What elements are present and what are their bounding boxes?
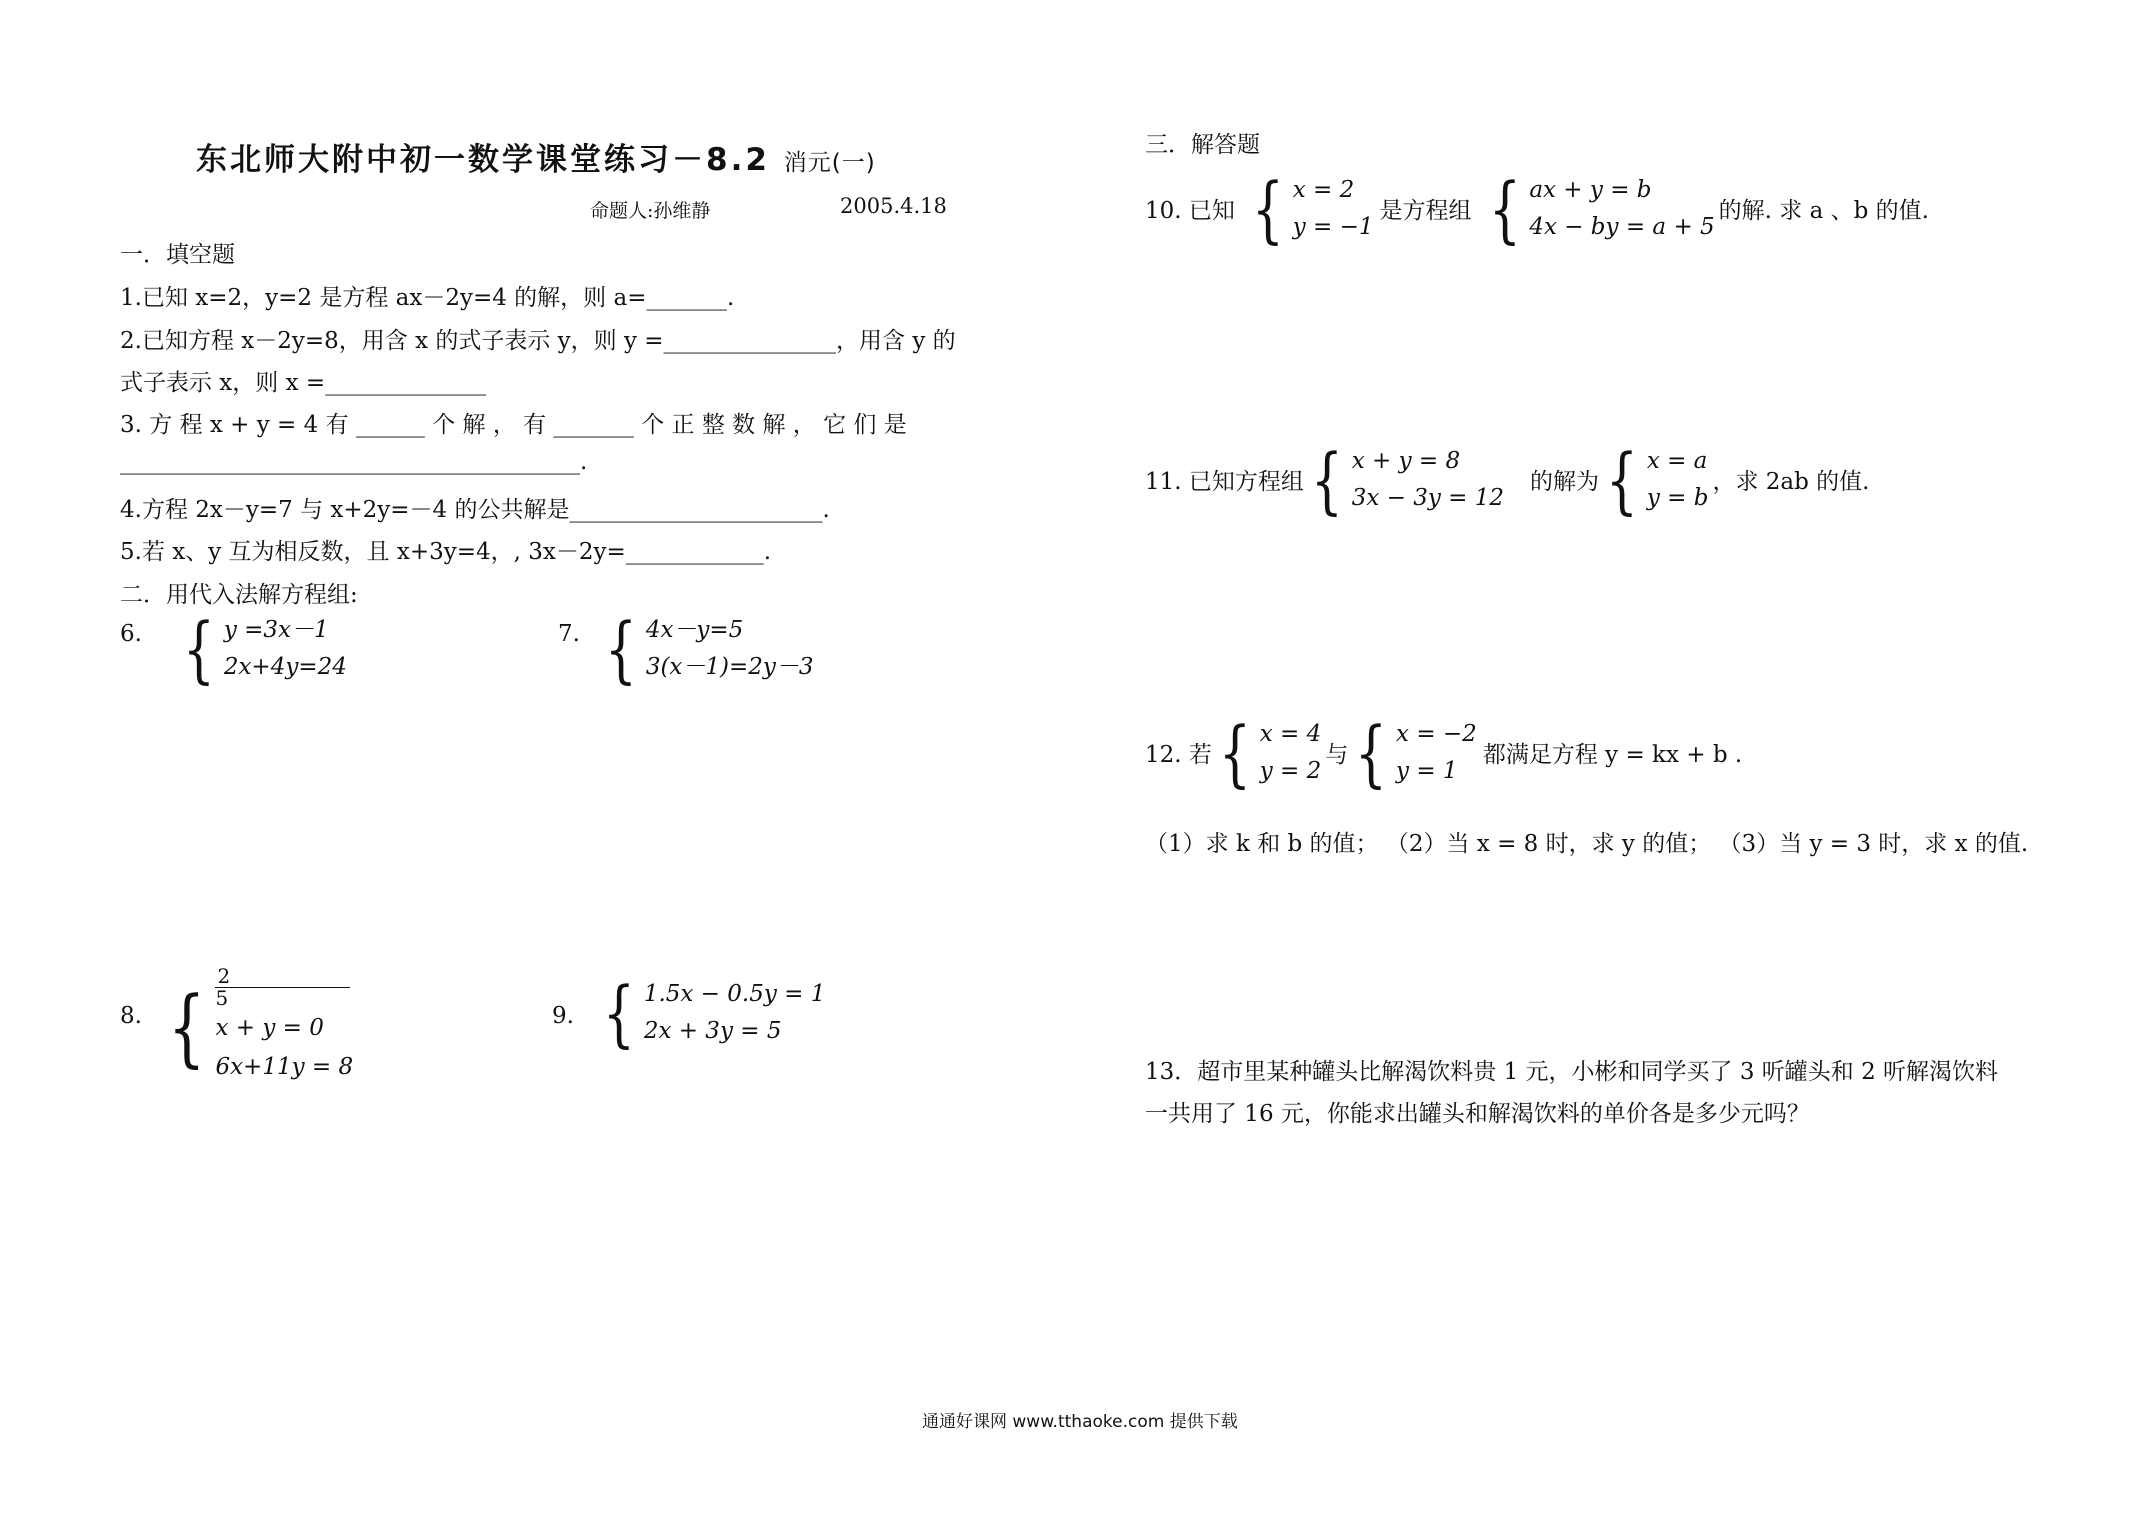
brace-icon: { [604,606,637,691]
question-12-subquestions: （1）求 k 和 b 的值； （2）当 x = 8 时，求 y 的值； （3）当 y = 3 时，求 x 的值. [1145,831,2029,857]
section-fill-in: 一．填空题 [120,242,235,268]
question-11-eq-1: x + y = 8 [1351,448,1461,474]
brace-icon: { [1355,710,1388,795]
question-5: 5.若 x、y 互为相反数，且 x+3y=4，, 3x－2y=____________. [120,539,772,565]
question-6-system [176,606,347,691]
question-10-given-x: x = 2 [1292,177,1355,203]
fraction [215,966,350,1009]
question-10 [1145,166,1929,251]
question-9-eq-2: 2x + 3y = 5 [643,1017,782,1044]
brace-icon: { [1218,710,1251,795]
question-6-eq-1: y =3x－1 [223,617,329,643]
question-12-mid: 与 [1325,742,1349,769]
section-substitution: 二．用代入法解方程组: [120,582,358,608]
question-11-tail: ，求 2ab 的值. [1712,469,1870,496]
question-8-label: 8. [120,1003,142,1029]
title-main: 东北师大附中初一数学课堂练习－8.2 [196,142,770,178]
brace-icon: { [1605,437,1638,522]
question-11-mid: 的解为 [1530,469,1599,496]
question-2-line-1: 2.已知方程 x－2y=8，用含 x 的式子表示 y，则 y =_______________，用含 y 的 [120,328,956,354]
question-10-eq-2: 4x − by = a + 5 [1529,213,1715,240]
fraction-denominator: 5 [215,986,229,1010]
question-10-label: 10. 已知 [1145,198,1235,225]
brace-icon: { [1310,437,1343,522]
question-8-eq-1-rest: x + y = 0 [215,1015,324,1041]
title-suffix: 消元(一) [783,150,876,176]
question-9-eq-1: 1.5x − 0.5y = 1 [643,981,826,1007]
question-10-mid: 是方程组 [1379,198,1472,225]
date: 2005.4.18 [840,194,947,218]
brace-icon: { [1251,166,1284,251]
question-6-eq-2: 2x+4y=24 [223,653,347,680]
question-9-label: 9. [552,1003,574,1029]
question-9-system [596,970,826,1055]
question-8-eq-2: 6x+11y = 8 [215,1054,354,1081]
question-12-sol2-y: y = 1 [1396,757,1458,784]
question-8-eq-1 [215,966,353,1048]
question-11-sol-y: y = b [1646,484,1709,511]
question-2-line-2: 式子表示 x，则 x =______________ [120,370,487,396]
fraction-numerator: 2 [215,966,350,988]
section-solve: 三．解答题 [1145,132,1260,158]
question-12-tail: 都满足方程 y = kx + b . [1482,742,1743,769]
page-title [196,134,876,179]
question-13-line-1: 13．超市里某种罐头比解渴饮料贵 1 元，小彬和同学买了 3 听罐头和 2 听解渴饮料 [1145,1059,1999,1085]
question-10-given-y: y = −1 [1292,213,1374,240]
question-12-sol2-x: x = −2 [1396,721,1477,747]
question-6-label: 6. [120,621,142,647]
question-7-label: 7. [558,621,580,647]
question-12-label: 12. 若 [1145,742,1212,769]
brace-icon: { [602,970,635,1055]
question-12 [1145,710,1743,795]
question-7-eq-2: 3(x－1)=2y－3 [645,653,814,680]
question-12-sol1-x: x = 4 [1259,721,1322,747]
brace-icon: { [1488,166,1521,251]
question-3-line-1: 3. 方 程 x + y = 4 有 ______ 个 解 ， 有 _______ 个 正 整 数 解 ， 它 们 是 [120,412,907,438]
question-11 [1145,437,1870,522]
question-4: 4.方程 2x－y=7 与 x+2y=－4 的公共解是______________________. [120,497,830,523]
question-10-eq-1: ax + y = b [1529,177,1652,203]
question-7-system [598,606,814,691]
question-11-eq-2: 3x − 3y = 12 [1351,484,1504,511]
question-1: 1.已知 x=2，y=2 是方程 ax－2y=4 的解，则 a=_______. [120,285,735,311]
question-3-line-2: ________________________________________. [120,449,588,475]
footer-credit: 通通好课网 www.tthaoke.com 提供下载 [922,1412,1238,1432]
brace-icon: { [168,977,206,1076]
question-13-line-2: 一共用了 16 元，你能求出罐头和解渴饮料的单价各是多少元吗？ [1145,1101,1810,1127]
question-8-system [160,966,353,1087]
question-10-tail: 的解. 求 a 、b 的值. [1718,198,1929,225]
question-11-sol-x: x = a [1646,448,1708,474]
brace-icon: { [182,606,215,691]
author: 命题人:孙维静 [590,200,711,222]
question-11-label: 11. 已知方程组 [1145,469,1304,496]
question-12-sol1-y: y = 2 [1259,757,1322,784]
question-7-eq-1: 4x－y=5 [645,617,744,643]
